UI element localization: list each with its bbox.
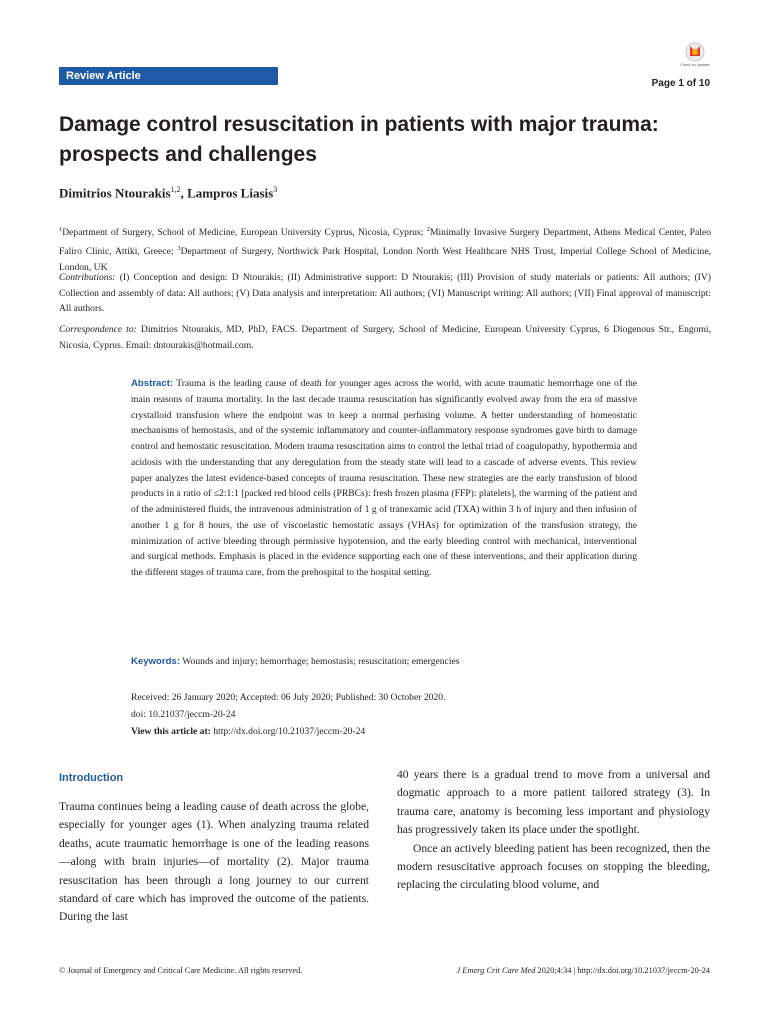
author-affiliation-ref: 1,2	[170, 185, 181, 194]
author-name: Lampros Liasis	[187, 185, 274, 201]
paragraph: 40 years there is a gradual trend to move from a universal and dogmatic approach to a more patient tailored strategy (3). In trauma care, anatomy is becoming less important and physiology has progressively taken its place under the spotlight.	[397, 768, 710, 837]
affiliation-text: Department of Surgery, Northwick Park Hospital, London North West Healthcare NHS Trust, Imperial College School of Medicine, London, UK	[59, 246, 711, 273]
article-type-badge	[59, 67, 278, 85]
affiliation-ref: 3	[177, 244, 181, 252]
contributions	[59, 270, 711, 317]
journal-name: J Emerg Crit Care Med	[456, 966, 536, 975]
article-type-label: Review Article	[66, 70, 141, 82]
article-link-url[interactable]: http://dx.doi.org/10.21037/jeccm-20-24	[210, 726, 366, 737]
abstract	[131, 376, 637, 581]
section-heading: Introduction	[59, 772, 124, 784]
contributions-label: Contributions:	[59, 272, 116, 283]
affiliations	[59, 222, 711, 275]
body-text-right	[397, 766, 710, 895]
copyright-notice: © Journal of Emergency and Critical Care Medicine. All rights reserved.	[59, 966, 303, 975]
abstract-label: Abstract:	[131, 378, 174, 389]
affiliation-text: Minimally Invasive Surgery Department, Athens Medical Center, Paleo Faliro Clinic, Attiki, Greece;	[59, 227, 711, 258]
author-separator: ,	[180, 185, 188, 201]
keywords	[131, 656, 637, 667]
correspondence-text: Dimitrios Ntourakis, MD, PhD, FACS. Department of Surgery, School of Medicine, European University Cyprus, 6 Diogenous Str., Engomi, Nicosia, Cyprus. Email: dntourakis@hotmail.com.	[59, 324, 711, 351]
body-text-left: Trauma continues being a leading cause of death across the globe, especially for younger ages (1). When analyzing trauma related deaths, acute traumatic hemorrhage is one of the leading reasons—along with brain injuries—of mortality (2). Major trauma resuscitation has been through a long journey to our current standard of care which has improved the outcome of the patients. During the last	[59, 800, 369, 924]
citation-text: 2020;4:34 | http://dx.doi.org/10.21037/jeccm-20-24	[535, 966, 710, 975]
affiliation-text: Department of Surgery, School of Medicine, European University Cyprus, Nicosia, Cyprus;	[62, 227, 427, 239]
journal-citation	[380, 966, 710, 975]
paragraph: Once an actively bleeding patient has been recognized, then the modern resuscitative approach focuses on stopping the bleeding, replacing the circulating blood volume, and	[397, 841, 710, 892]
contributions-text: (I) Conception and design: D Ntourakis; (II) Administrative support: D Ntourakis; (III) Provision of study materials or patients: All authors; (IV) Collection and assembly of data: All authors; (V) Data analysis and interpretation: All authors; (VI) Manuscript writing: All authors; (VII) Final approval of manuscript: All authors.	[59, 272, 711, 315]
abstract-text: Trauma is the leading cause of death for younger ages across the world, with acute traumatic hemorrhage one of the main reasons of trauma mortality. In the last decade trauma resuscitation has significantly evolved away from the era of massive crystalloid transfusion where the endpoint was to keep a normal perfusing volume. A better understanding of homeostatic mechanisms of hemostasis, and of the systemic inflammatory and counter-inflammatory response syndromes gave birth to damage control and hemostatic resuscitation. Modern trauma resuscitation aims to control the lethal triad of coagulopathy, hypothermia and acidosis with the understanding that any deregulation from the steady state will lead to a cascade of adverse events. This review paper analyzes the latest evidence-based concepts of trauma resuscitation. These new strategies are the early transfusion of blood products in a ratio of ≤2:1:1 [packed red blood cells (PRBCs): fresh frozen plasma (FFP): platelets], the warming of the patient and of the administered fluids, the intravenous administration of 1 g of tranexamic acid (TXA) within 3 h of injury and then infusion of another 1 g for 8 hours, the use of viscoelastic hemostatic assays (VHAs) for optimization of the transfusion strategy, the minimization of active bleeding through permissive hypotension, and the early bleeding control with mechanical, interventional and surgical methods. Emphasis is placed in the evidence supporting each one of these interventions, and their application during the different stages of trauma care, from the prehospital to the hospital setting.	[131, 378, 637, 578]
author-list	[59, 185, 277, 201]
correspondence	[59, 322, 711, 353]
page-number: Page 1 of 10	[651, 78, 710, 89]
author-name: Dimitrios Ntourakis	[59, 185, 171, 201]
affiliation-ref: 2	[426, 226, 430, 233]
crossmark-label: Check for updates	[680, 63, 710, 67]
keywords-text: Wounds and injury; hemorrhage; hemostasis; resuscitation; emergencies	[180, 656, 460, 667]
article-title: Damage control resuscitation in patients with major trauma: prospects and challenges	[59, 113, 659, 166]
doi: doi: 10.21037/jeccm-20-24	[131, 709, 236, 720]
article-link[interactable]	[131, 726, 365, 737]
correspondence-label: Correspondence to:	[59, 324, 137, 335]
author-affiliation-ref: 3	[273, 185, 278, 194]
publication-dates: Received: 26 January 2020; Accepted: 06 July 2020; Published: 30 October 2020.	[131, 692, 446, 703]
article-link-label: View this article at:	[131, 726, 211, 737]
crossmark-icon[interactable]	[680, 41, 710, 71]
keywords-label: Keywords:	[131, 656, 181, 667]
affiliation-ref: 1	[59, 226, 63, 233]
